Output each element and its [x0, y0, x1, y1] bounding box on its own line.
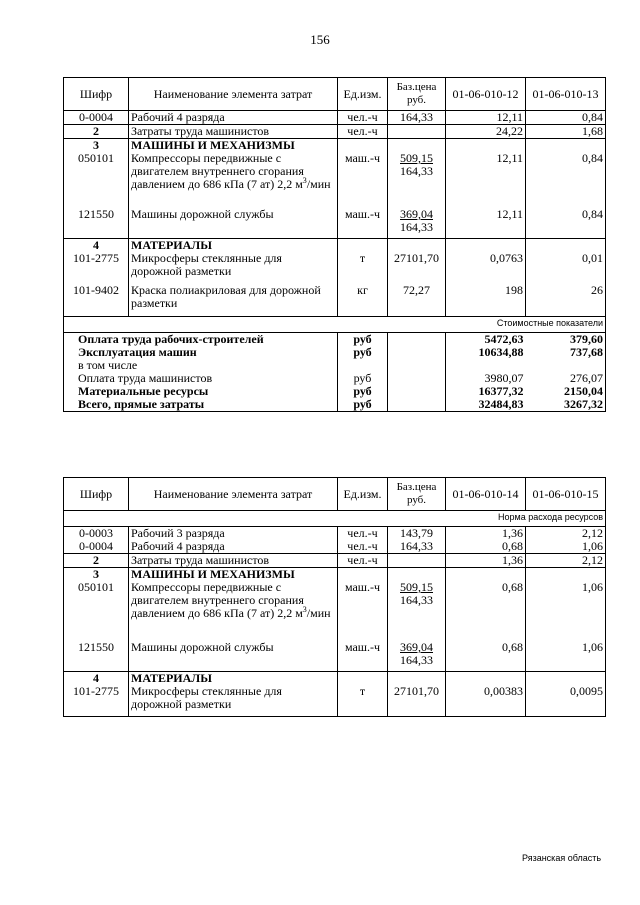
cost-row: Оплата труда машинистов руб 3980,07 276,07 — [64, 372, 606, 385]
cost-indicators-label: Стоимостные показатели — [446, 317, 606, 333]
header-unit: Ед.изм. — [338, 478, 388, 511]
page-number: 156 — [310, 32, 330, 47]
table-row: 121550 Машины дорожной службы маш.-ч 369,04 164,33 0,68 1,06 — [64, 641, 606, 671]
table-row: 121550 Машины дорожной службы маш.-ч 369,04 164,33 12,11 0,84 — [64, 208, 606, 238]
table-row: 101-9402 Краска полиакриловая для дорожной разметки кг 72,27 198 26 — [64, 284, 606, 317]
cost-row: в том числе — [64, 359, 606, 372]
table-row: 101-2775 Микросферы стеклянные для дорожной разметки т 27101,70 0,00383 0,0095 — [64, 685, 606, 717]
section-row-machines: 3 МАШИНЫ И МЕХАНИЗМЫ — [64, 568, 606, 582]
norm-label-row — [64, 511, 606, 527]
header-col-b: 01-06-010-15 — [526, 478, 606, 511]
footer-region: Рязанская область — [522, 853, 602, 863]
cost-indicators-label-row — [64, 317, 606, 333]
header-price: Баз.цена руб. — [388, 78, 446, 111]
table-row: 050101 Компрессоры передвижные с двигателем внутреннего сгорания давлением до 686 кПа (7 ат) 2,2 $м^3$/мин маш.-ч 509,15 164,33 12,11 0,84 — [64, 152, 606, 208]
header-col-b: 01-06-010-13 — [526, 78, 606, 111]
cost-row: Оплата труда рабочих-строителей руб 5472,63 379,60 — [64, 333, 606, 347]
section-row-materials: 4 МАТЕРИАЛЫ — [64, 671, 606, 685]
header-name: Наименование элемента затрат — [129, 478, 338, 511]
header-code: Шифр — [64, 478, 129, 511]
table-row: 2 Затраты труда машинистов чел.-ч 24,22 1,68 — [64, 125, 606, 139]
table-row: 0-0004 Рабочий 4 разряда чел.-ч 164,33 12,11 0,84 — [64, 111, 606, 125]
cost-row: Материальные ресурсы руб 16377,32 2150,04 — [64, 385, 606, 398]
table-row: 2 Затраты труда машинистов чел.-ч 1,36 2,12 — [64, 554, 606, 568]
table-row: 050101 Компрессоры передвижные с двигателем внутреннего сгорания давлением до 686 кПа (7 ат) 2,2 $м^3$/мин маш.-ч 509,15 164,33 0,68 1,06 — [64, 581, 606, 641]
header-col-a: 01-06-010-14 — [446, 478, 526, 511]
resource-table-2 — [63, 477, 606, 717]
header-col-a: 01-06-010-12 — [446, 78, 526, 111]
table-row: 0-0004 Рабочий 4 разряда чел.-ч 164,33 0,68 1,06 — [64, 540, 606, 554]
table-row: 101-2775 Микросферы стеклянные для дорожной разметки т 27101,70 0,0763 0,01 — [64, 252, 606, 284]
header-code: Шифр — [64, 78, 129, 111]
section-row-machines: 3 МАШИНЫ И МЕХАНИЗМЫ — [64, 139, 606, 153]
header-price: Баз.цена руб. — [388, 478, 446, 511]
header-name: Наименование элемента затрат — [129, 78, 338, 111]
table-row: 0-0003 Рабочий 3 разряда чел.-ч 143,79 1,36 2,12 — [64, 527, 606, 541]
header-unit: Ед.изм. — [338, 78, 388, 111]
cost-row: Эксплуатация машин руб 10634,88 737,68 — [64, 346, 606, 359]
resource-table-1 — [63, 77, 606, 412]
section-row-materials: 4 МАТЕРИАЛЫ — [64, 238, 606, 252]
norm-label: Норма расхода ресурсов — [446, 511, 606, 527]
cost-row: Всего, прямые затраты руб 32484,83 3267,32 — [64, 398, 606, 412]
